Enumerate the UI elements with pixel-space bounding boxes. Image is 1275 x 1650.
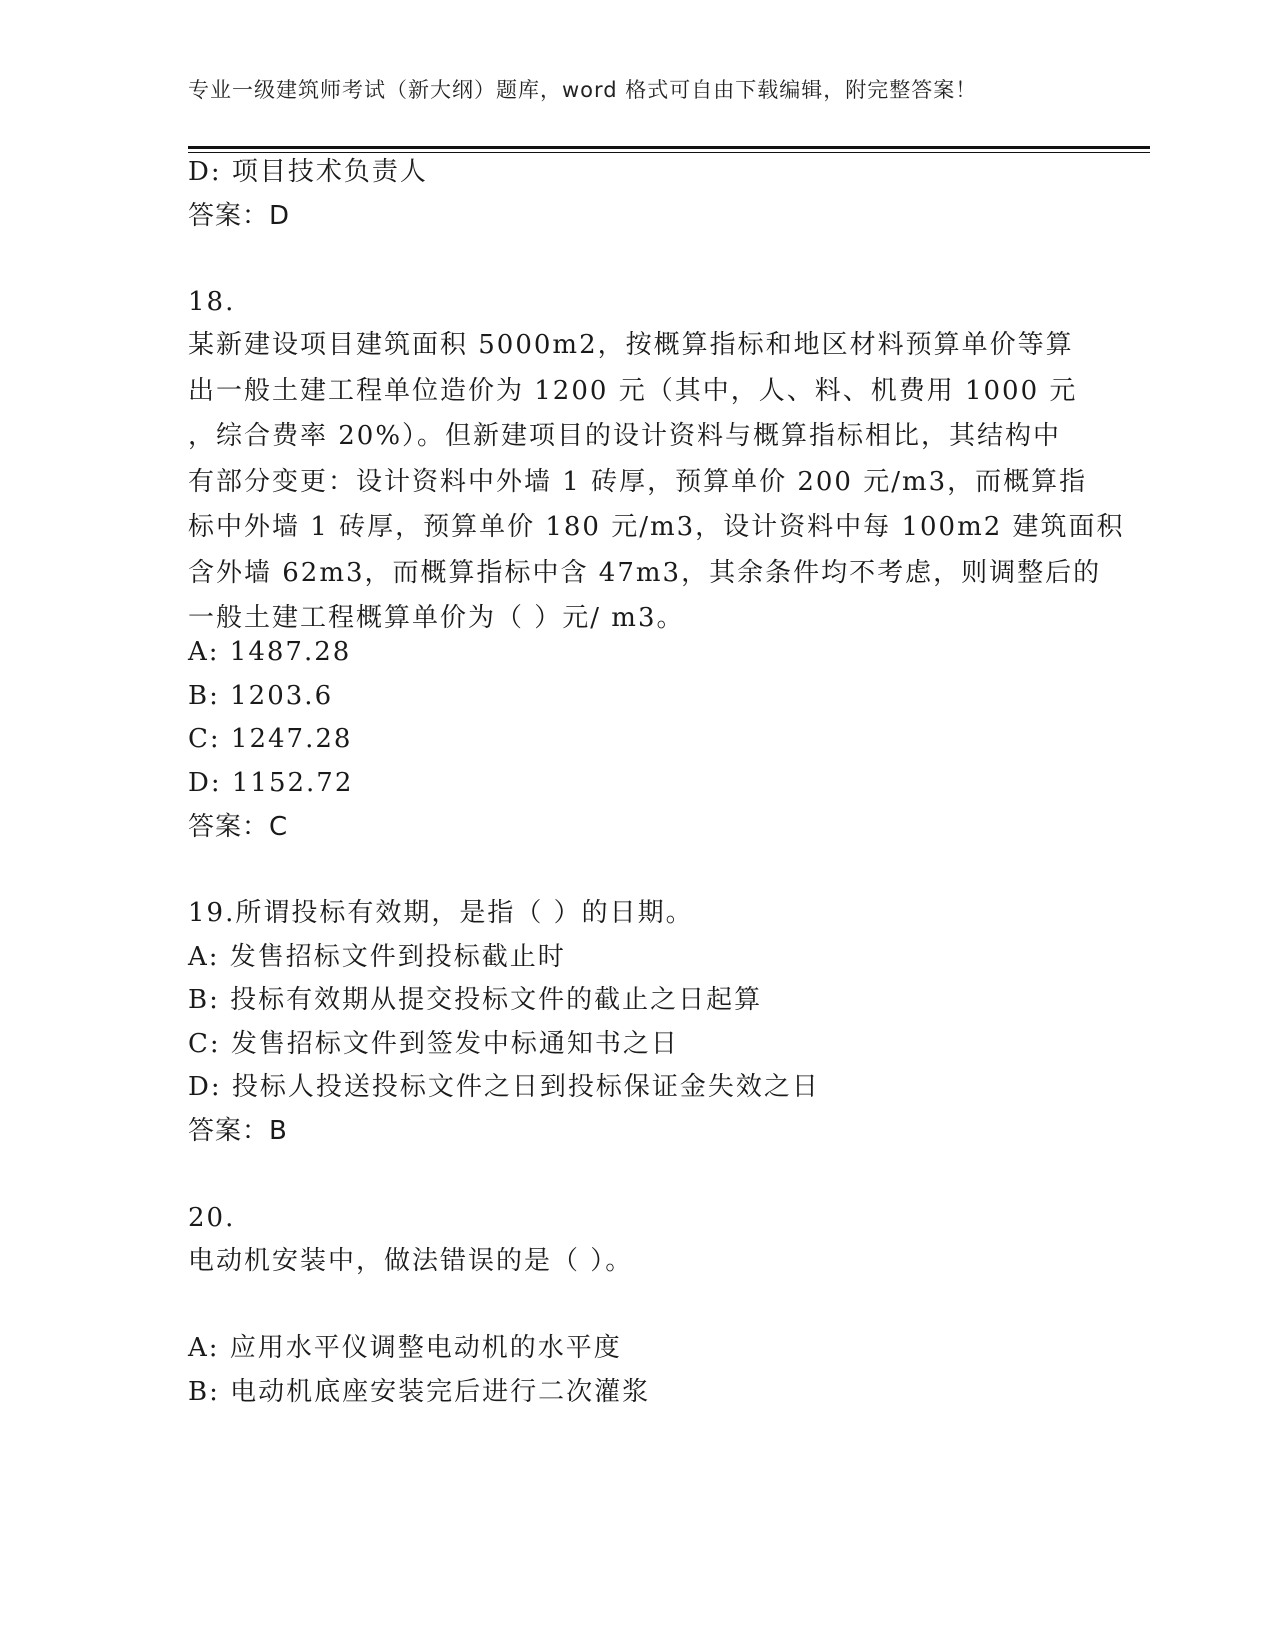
header-rule-thick: [188, 146, 1150, 149]
q18-stem-line: 出一般土建工程单位造价为 1200 元（其中，人、料、机费用 1000 元: [188, 375, 1078, 406]
page-header: 专业一级建筑师考试（新大纲）题库，word 格式可自由下载编辑，附完整答案！: [188, 78, 978, 102]
q18-stem-line: 一般土建工程概算单价为（ ）元/ m3。: [188, 603, 685, 633]
q18-stem-line: 含外墙 62m3，而概算指标中含 47m3，其余条件均不考虑，则调整后的: [188, 557, 1102, 588]
q18-stem-line: 标中外墙 1 砖厚，预算单价 180 元/m3，设计资料中每 100m2 建筑面积: [188, 512, 1125, 542]
q19-option-c: C: 发售招标文件到签发中标通知书之日: [188, 1029, 679, 1059]
q18-stem-line: 某新建设项目建筑面积 5000m2，按概算指标和地区材料预算单价等算: [188, 330, 1074, 360]
q20-number: 20.: [188, 1203, 236, 1233]
q18-option-b: B: 1203.6: [188, 681, 334, 711]
q18-option-a: A: 1487.28: [188, 637, 352, 667]
q20-option-b: B: 电动机底座安装完后进行二次灌浆: [188, 1377, 651, 1407]
q17-option-d: D: 项目技术负责人: [188, 157, 428, 187]
q19-option-a: A: 发售招标文件到投标截止时: [188, 942, 566, 972]
q17-answer: 答案：D: [188, 201, 291, 231]
q19-option-d: D: 投标人投送投标文件之日到投标保证金失效之日: [188, 1072, 820, 1102]
q18-stem: [188, 323, 1125, 642]
q18-number: 18.: [188, 287, 236, 317]
q18-answer: 答案：C: [188, 812, 289, 842]
q18-option-d: D: 1152.72: [188, 768, 354, 798]
q18-stem-line: 有部分变更：设计资料中外墙 1 砖厚，预算单价 200 元/m3，而概算指: [188, 466, 1088, 497]
q18-stem-line: ，综合费率 20%）。但新建项目的设计资料与概算指标相比，其结构中: [188, 421, 1062, 451]
q18-option-c: C: 1247.28: [188, 724, 353, 754]
q20-option-a: A: 应用水平仪调整电动机的水平度: [188, 1333, 622, 1363]
q19-stem: 19.所谓投标有效期，是指（ ）的日期。: [188, 898, 694, 928]
q19-option-b: B: 投标有效期从提交投标文件的截止之日起算: [188, 985, 763, 1015]
header-rule-thin: [188, 152, 1150, 153]
q19-answer: 答案：B: [188, 1116, 288, 1146]
q20-stem: 电动机安装中，做法错误的是（ ）。: [188, 1246, 634, 1276]
